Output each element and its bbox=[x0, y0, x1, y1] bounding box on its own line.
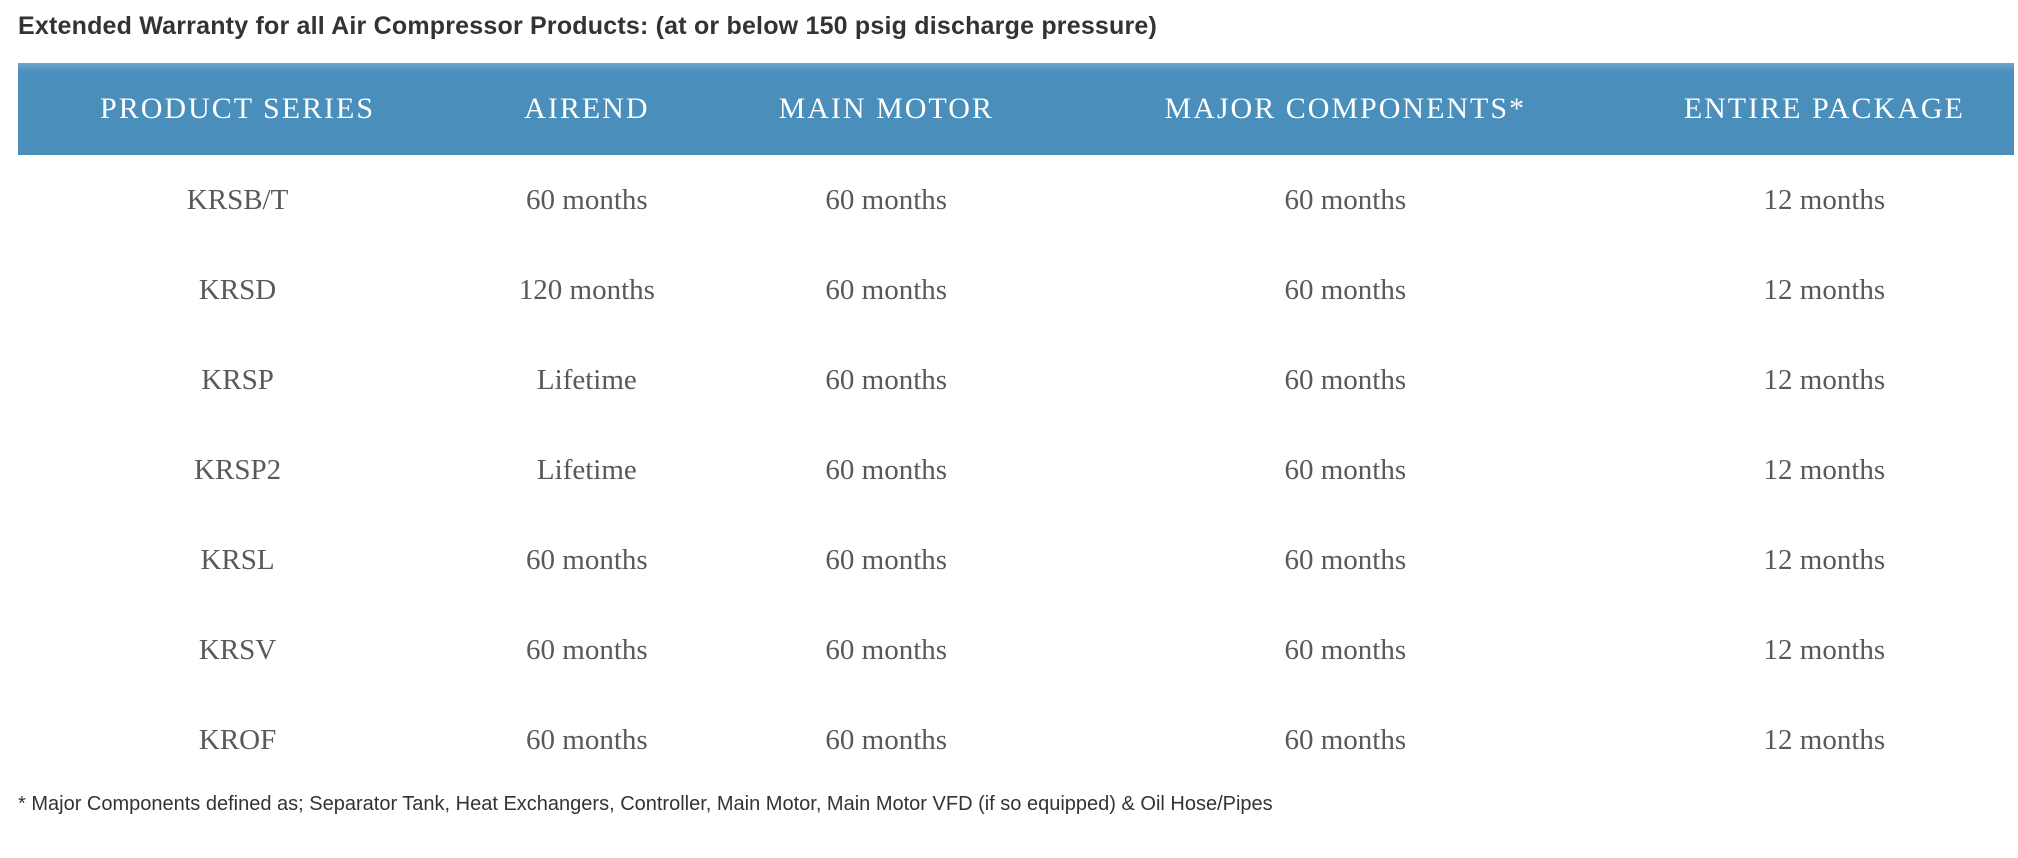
entire-package-cell: 12 months bbox=[1635, 425, 2014, 515]
table-row-krsbt bbox=[18, 155, 2014, 245]
main-motor-cell: 60 months bbox=[717, 335, 1056, 425]
major-components-footnote: * Major Components defined as; Separator Tank, Heat Exchangers, Controller, Main Motor, Main Motor VFD (if so equipped) & Oil Hose/Pipes bbox=[18, 793, 1273, 815]
product-series-cell: KRSP bbox=[18, 335, 457, 425]
product-series-cell: KROF bbox=[18, 695, 457, 785]
main-motor-cell: 60 months bbox=[717, 605, 1056, 695]
major-components-cell: 60 months bbox=[1056, 425, 1635, 515]
table-row-krsl bbox=[18, 515, 2014, 605]
page-title: Extended Warranty for all Air Compressor Products: (at or below 150 psig discharge pressure) bbox=[18, 12, 1158, 40]
main-motor-cell: 60 months bbox=[717, 515, 1056, 605]
airend-cell: 120 months bbox=[457, 245, 716, 335]
airend-cell: 60 months bbox=[457, 695, 716, 785]
product-series-cell: KRSB/T bbox=[18, 155, 457, 245]
major-components-cell: 60 months bbox=[1056, 605, 1635, 695]
main-motor-cell: 60 months bbox=[717, 425, 1056, 515]
airend-cell: 60 months bbox=[457, 155, 716, 245]
main-motor-cell: 60 months bbox=[717, 155, 1056, 245]
entire-package-cell: 12 months bbox=[1635, 605, 2014, 695]
product-series-cell: KRSP2 bbox=[18, 425, 457, 515]
product-series-cell: KRSL bbox=[18, 515, 457, 605]
column-header-product-series: PRODUCT SERIES bbox=[18, 63, 457, 155]
table-row-krsv bbox=[18, 605, 2014, 695]
column-header-main-motor: MAIN MOTOR bbox=[717, 63, 1056, 155]
main-motor-cell: 60 months bbox=[717, 245, 1056, 335]
entire-package-cell: 12 months bbox=[1635, 155, 2014, 245]
product-series-cell: KRSV bbox=[18, 605, 457, 695]
column-header-major-components: MAJOR COMPONENTS* bbox=[1056, 63, 1635, 155]
table-row-krsd bbox=[18, 245, 2014, 335]
major-components-cell: 60 months bbox=[1056, 695, 1635, 785]
table-row-krsp bbox=[18, 335, 2014, 425]
column-header-airend: AIREND bbox=[457, 63, 716, 155]
product-series-cell: KRSD bbox=[18, 245, 457, 335]
major-components-cell: 60 months bbox=[1056, 515, 1635, 605]
airend-cell: Lifetime bbox=[457, 335, 716, 425]
entire-package-cell: 12 months bbox=[1635, 245, 2014, 335]
major-components-cell: 60 months bbox=[1056, 245, 1635, 335]
entire-package-cell: 12 months bbox=[1635, 695, 2014, 785]
table-header-row bbox=[18, 63, 2014, 155]
major-components-cell: 60 months bbox=[1056, 155, 1635, 245]
column-header-entire-package: ENTIRE PACKAGE bbox=[1635, 63, 2014, 155]
table-row-krof bbox=[18, 695, 2014, 785]
airend-cell: 60 months bbox=[457, 605, 716, 695]
airend-cell: Lifetime bbox=[457, 425, 716, 515]
entire-package-cell: 12 months bbox=[1635, 335, 2014, 425]
major-components-cell: 60 months bbox=[1056, 335, 1635, 425]
table-row-krsp2 bbox=[18, 425, 2014, 515]
airend-cell: 60 months bbox=[457, 515, 716, 605]
entire-package-cell: 12 months bbox=[1635, 515, 2014, 605]
main-motor-cell: 60 months bbox=[717, 695, 1056, 785]
extended-warranty-table bbox=[18, 63, 2014, 785]
